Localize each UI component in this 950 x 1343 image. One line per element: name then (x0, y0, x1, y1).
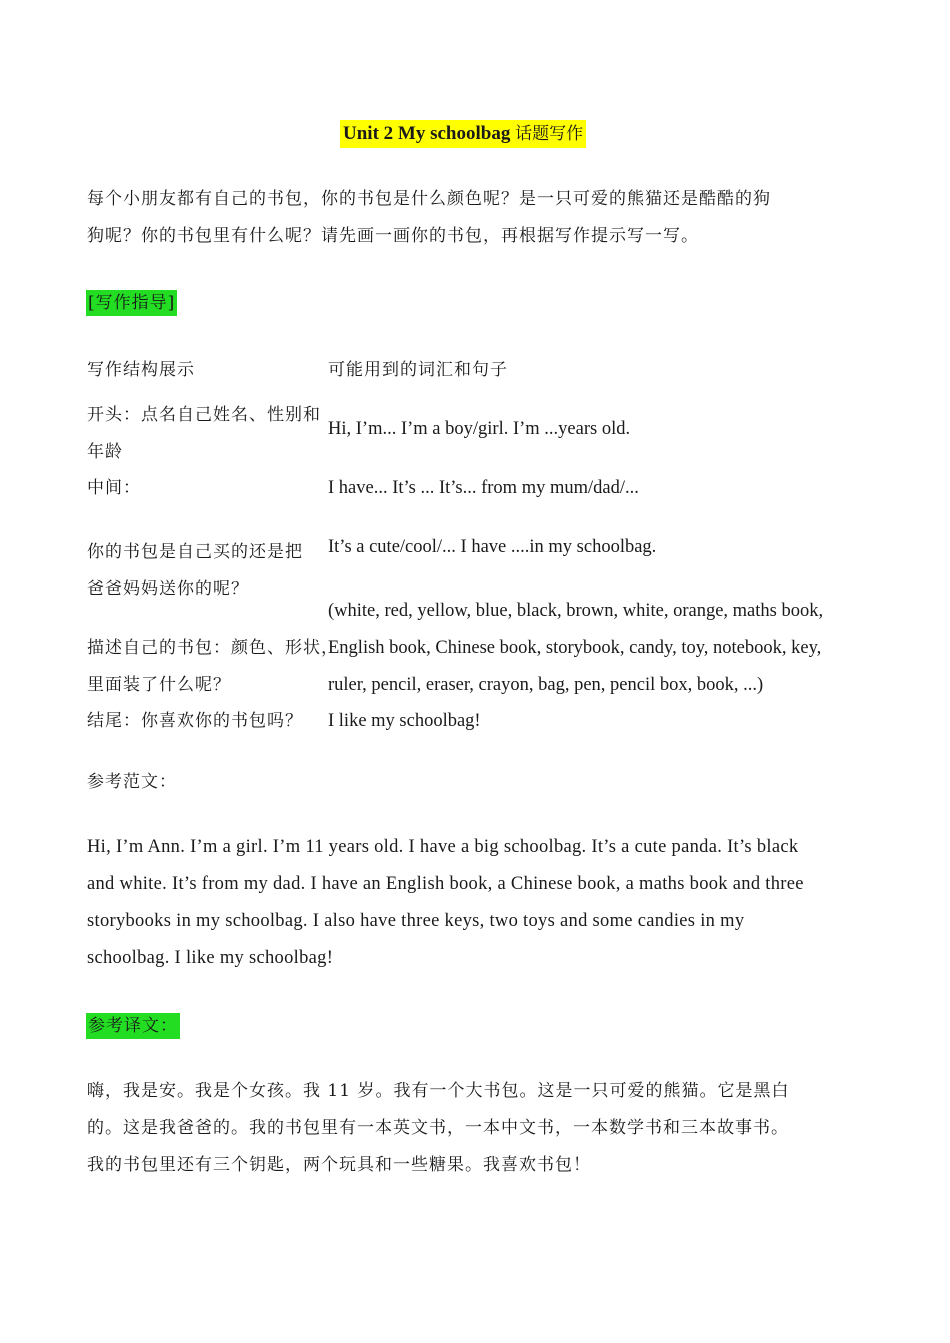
intro-line: 狗呢？你的书包里有什么呢？请先画一画你的书包，再根据写作提示写一写。 (87, 226, 699, 246)
middle-text: I have... It’s ... It’s... from my mum/dad/... (328, 478, 639, 498)
translation-paragraph (87, 1073, 867, 1184)
translation-heading: 参考译文： (86, 1013, 180, 1039)
buy-text: It’s a cute/cool/... I have ....in my schoolbag. (328, 537, 657, 557)
table-col2-header: 可能用到的词汇和句子 (328, 360, 508, 380)
middle-label: 中间： (87, 478, 141, 498)
title-main: Unit 2 My schoolbag (343, 123, 511, 144)
ending-text: I like my schoolbag! (328, 711, 481, 731)
vocab-list (328, 593, 823, 704)
describe-label: 描述自己的书包：颜色、形状， 里面装了什么呢？ (87, 638, 339, 695)
title-sub: 话题写作 (515, 124, 584, 144)
buy-label: 你的书包是自己买的还是把 爸爸妈妈送你的呢？ (87, 542, 303, 599)
vocab-line: ruler, pencil, eraser, crayon, bag, pen, pencil box, book, ...) (328, 675, 764, 695)
sample-essay (87, 829, 867, 977)
sample-heading: 参考范文： (87, 772, 177, 792)
sample-line: and white. It’s from my dad. I have an English book, a Chinese book, a maths book and three (87, 874, 804, 894)
translation-line: 嗨，我是安。我是个女孩。我 11 岁。我有一个大书包。这是一只可爱的熊猫。它是黑白 (87, 1081, 790, 1101)
sample-line: schoolbag. I like my schoolbag! (87, 948, 334, 968)
translation-line: 我的书包里还有三个钥匙，两个玩具和一些糖果。我喜欢书包！ (87, 1155, 591, 1175)
vocab-line: (white, red, yellow, blue, black, brown, white, orange, maths book, (328, 601, 824, 621)
sample-line: Hi, I’m Ann. I’m a girl. I’m 11 years old. I have a big schoolbag. It’s a cute panda. It’s black (87, 837, 799, 857)
vocab-line: English book, Chinese book, storybook, candy, toy, notebook, key, (328, 638, 822, 658)
ending-label: 结尾：你喜欢你的书包吗？ (87, 711, 303, 731)
opening-text: Hi, I’m... I’m a boy/girl. I’m ...years old. (328, 419, 631, 439)
sample-line: storybooks in my schoolbag. I also have three keys, two toys and some candies in my (87, 911, 745, 931)
page-title (340, 120, 586, 148)
table-col1-header: 写作结构展示 (87, 360, 195, 380)
opening-label: 开头：点名自己姓名、性别和 年龄 (87, 405, 321, 462)
translation-line: 的。这是我爸爸的。我的书包里有一本英文书，一本中文书，一本数学书和三本故事书。 (87, 1118, 789, 1138)
intro-paragraph (87, 181, 867, 255)
guide-heading: [写作指导] (86, 290, 177, 316)
intro-line: 每个小朋友都有自己的书包，你的书包是什么颜色呢？是一只可爱的熊猫还是酷酷的狗 (87, 189, 771, 209)
